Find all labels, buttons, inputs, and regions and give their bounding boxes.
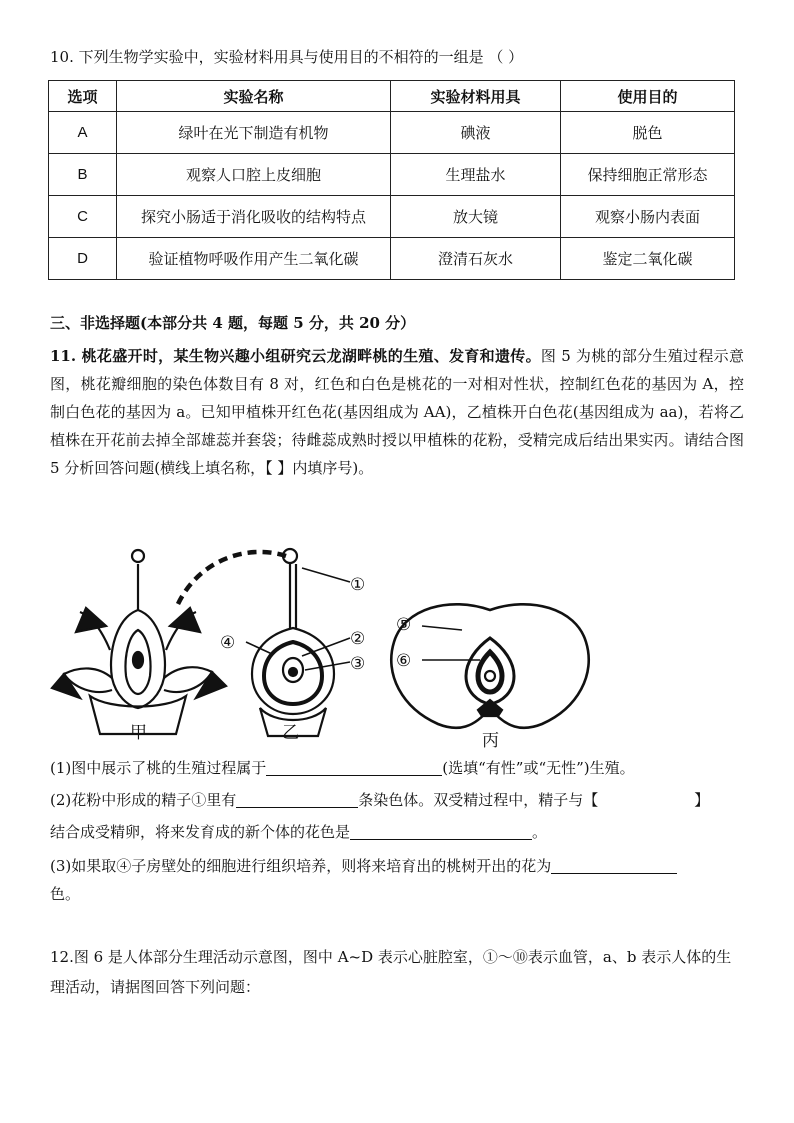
sub1-answer-blank[interactable] [266,757,442,776]
table-header-row [49,81,735,112]
marker-3: ③ [350,654,366,674]
sub-question-3-line-2 [50,880,750,908]
question-12-stem: 12.图 6 是人体部分生理活动示意图，图中 A~D 表示心脏腔室，①～⑩表示血管，a、b 表示人体的生理活动，请据图回答下列问题： [50,948,732,996]
label-bing: 丙 [482,731,499,748]
cell-option: C [49,196,117,238]
question-11-stem [50,342,744,482]
label-yi: 乙 [282,723,299,743]
flower-yi-drawing [252,549,334,736]
header-materials: 实验材料用具 [391,81,561,112]
sub1-text-after: (选填“有性”或“无性”)生殖。 [442,759,635,777]
question-11-lead: 11. 桃花盛开时，某生物兴趣小组研究云龙湖畔桃的生殖、发育和遗传。 [50,347,541,365]
sub-question-1 [50,754,750,782]
sub2-chromosome-blank[interactable] [236,789,358,808]
sub2-color-blank[interactable] [350,821,532,840]
pollination-arc [178,552,286,604]
sub3-text-after: 色。 [50,885,81,903]
sub2b-text-after: 。 [532,823,548,841]
question-11-body: 图 5 为桃的部分生殖过程示意图，桃花瓣细胞的染色体数目有 8 对，红色和白色是桃花的一对相对性状，控制红色花的基因为 A，控制白色花的基因为 a。已知甲植株开红色花(基因组成为 AA)，乙植株开白色花(基因组成为 aa)，若将乙植株在开花前去掉全部雄蕊并套袋；待雌蕊成熟时授以甲植株的花粉，受精完成后结出果实丙。请结合图 5 分析回答问题(横线上填名称，【 】内填序号)。 [50,347,744,477]
cell-purpose: 鉴定二氧化碳 [561,238,735,280]
sub2-text-middle: 条染色体。双受精过程中，精子与【 [358,791,599,809]
table-row [49,112,735,154]
cell-option: B [49,154,117,196]
section-3-heading: 三、非选择题(本部分共 4 题，每题 5 分，共 20 分） [50,314,416,332]
options-table [48,80,735,280]
cell-experiment: 观察人口腔上皮细胞 [117,154,391,196]
cell-materials: 碘液 [391,112,561,154]
cell-experiment: 绿叶在光下制造有机物 [117,112,391,154]
sub2b-text-before: 结合成受精卵，将来发育成的新个体的花色是 [50,823,351,841]
label-jia: 甲 [130,723,147,743]
header-purpose: 使用目的 [561,81,735,112]
cell-materials: 放大镜 [391,196,561,238]
cell-materials: 生理盐水 [391,154,561,196]
cell-experiment: 探究小肠适于消化吸收的结构特点 [117,196,391,238]
sub1-text-before: (1)图中展示了桃的生殖过程属于 [50,759,267,777]
marker-5: ⑤ [396,615,412,635]
cell-purpose: 脱色 [561,112,735,154]
sub-question-2-line-2 [50,818,750,846]
table-row [49,196,735,238]
sub2-text-before: (2)花粉中形成的精子①里有 [50,791,237,809]
cell-purpose: 观察小肠内表面 [561,196,735,238]
marker-1: ① [350,575,366,595]
marker-2: ② [350,629,366,649]
sub2-text-after: 】 [694,791,710,809]
header-option: 选项 [49,81,117,112]
sub3-text-before: (3)如果取④子房壁处的细胞进行组织培养，则将来培育出的桃树开出的花为 [50,857,552,875]
sub-question-2-line-1 [50,786,750,814]
sub-question-3-line-1 [50,852,750,880]
question-10-stem: 10. 下列生物学实验中，实验材料用具与使用目的不相符的一组是 （ ） [50,48,524,66]
sub3-color-blank[interactable] [551,855,677,874]
fruit-bing-drawing [391,604,588,728]
cell-option: D [49,238,117,280]
figure-5-peach-reproduction [50,538,610,748]
marker-6: ⑥ [396,651,412,671]
cell-materials: 澄清石灰水 [391,238,561,280]
table-row [49,238,735,280]
table-row [49,154,735,196]
cell-purpose: 保持细胞正常形态 [561,154,735,196]
cell-option: A [49,112,117,154]
header-experiment: 实验名称 [117,81,391,112]
marker-4: ④ [220,633,236,653]
cell-experiment: 验证植物呼吸作用产生二氧化碳 [117,238,391,280]
